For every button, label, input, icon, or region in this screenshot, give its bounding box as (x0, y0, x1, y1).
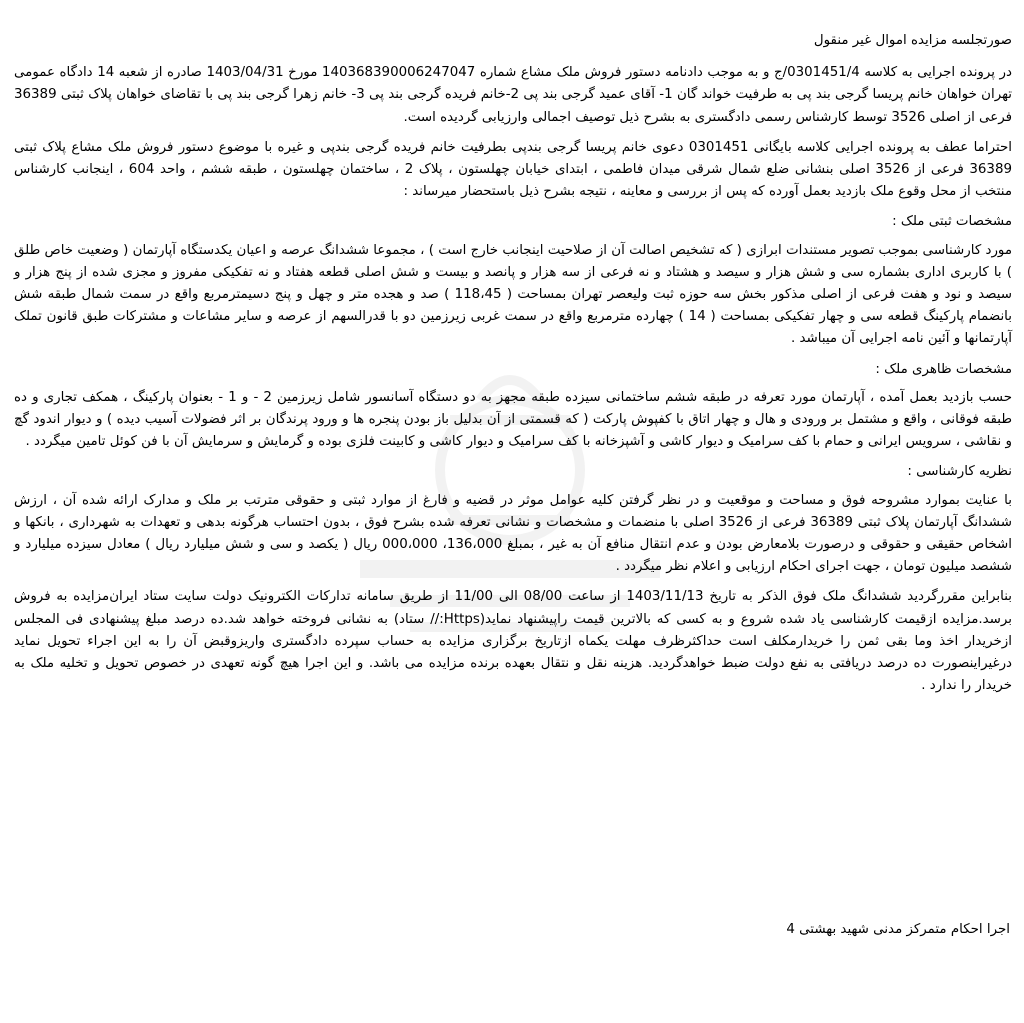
expert-paragraph: با عنایت بموارد مشروحه فوق و مساحت و موقعیت و در نظر گرفتن کلیه عوامل موثر در قضیه و فارغ از موارد ثبتی و حقوقی مترتب بر ملک و مدارک ارائه شده آن ، ارزش ششدانگ آپارتمان پلاک ثبتی 36389 فرعی از 3526 اصلی با منضمات و مشخصات و نشانی تعرفه شده بشرح فوق ، بدون احتساب هرگونه بدهی و تعهدات به شهرداری ، بانکها و اشخاص حقیقی و حقوقی و درصورت بلامعارض بودن و عدم انتقال منافع آن به غیر ، بمبلغ 136،000، 000،000 ریال ( یکصد و سی و شش میلیارد ریال ) معادل سیزده میلیارد و ششصد میلیون تومان ، جهت اجرای احکام ارزیابی و اعلام نظر میگردد . (14, 492, 1012, 575)
registry-paragraph: مورد کارشناسی بموجب تصویر مستندات ابرازی ( که تشخیص اصالت آن از صلاحیت اینجانب خارج است ) ، مجموعا ششدانگ عرصه و اعیان یکدستگاه آپارتمان ( وضعیت خاص طلق ) با کاربری اداری بشماره سی و شش هزار و سیصد و هشتاد و نه فرعی از سه هزار و پانصد و بیست و شش اصلی قطعه هفتاد و نه تفکیکی مفروز و مجزی شده از پنج هزار و سیصد و نود و هفت فرعی از اصلی مذکور بخش سه حوزه ثبت ولیعصر تهران بمساحت ( 118،45 ) صد و هجده متر و چهل و پنج دسیمترمربع واقع در سمت شمال طبقه شش بانضمام پارکینگ قطعه سی و چهار تفکیکی بمساحت ( 14 ) چهارده مترمربع واقع در سمت غربی زیرزمین دو با قدرالسهم از عرصه و سایر مشاعات و مشترکات طبق قانون تملک آپارتمانها و آئین نامه اجرایی آن میباشد . (14, 242, 1012, 347)
document-title: صورتجلسه مزایده اموال غیر منقول (813, 33, 1012, 48)
physical-paragraph: حسب بازدید بعمل آمده ، آپارتمان مورد تعرفه در طبقه ششم ساختمانی سیزده طبقه مجهز به دو دستگاه آسانسور شامل زیرزمین 2 - و 1 - بعنوان پارکینگ ، همکف تجاری و ده طبقه فوقانی ، واقع و مشتمل بر ورودی و هال و چهار اتاق با کفپوش پارکت ( که قسمتی از آن بدلیل باز بودن پنجره ها و ورود پرندگان بر اثر فضولات آسیب دیده ) و دیوار اندود گچ و نقاشی ، سرویس ایرانی و حمام با کف سرامیک و دیوار کاشی و آشپزخانه با کف سرامیک و دیوار کاشی و کابینت فلزی بوده و گرمایش و سرمایش آن با فن کوئل تامین میگردد . (14, 389, 1012, 450)
registry-heading: مشخصات ثبتی ملک : (892, 214, 1012, 230)
physical-heading: مشخصات ظاهری ملک : (875, 361, 1012, 377)
issuer-signature-line: اجرا احکام متمرکز مدنی شهید بهشتی 4 (786, 922, 1010, 937)
document-body (14, 30, 1012, 705)
respect-paragraph: احتراما عطف به پرونده اجرایی کلاسه بایگانی 0301451 دعوی خانم پریسا گرجی بندپی بطرفیت خانم فریده گرجی بندپی و غیره با موضوع دستور فروش ملک مشاع پلاک ثبتی 36389 فرعی از 3526 اصلی بنشانی ضلع شمال شرقی میدان فاطمی ، ابتدای خیابان چهلستون ، پلاک 2 ، ساختمان چهلستون ، طبقه ششم ، واحد 604 ، اینجانب کارشناس منتخب از محل وقوع ملک بازدید بعمل آورده که پس از بررسی و معاینه ، نتیجه بشرح ذیل باستحضار میرساند : (14, 139, 1012, 200)
case-intro-paragraph: در پرونده اجرایی به کلاسه 0301451/4/ج و به موجب دادنامه دستور فروش ملک مشاع شماره 140368390006247047 مورخ 1403/04/31 صادره از شعبه 14 دادگاه عمومی تهران خواهان خانم پریسا گرجی بند پی به طرفیت خواند گان 1- آقای عمید گرجی بند پی 2-خانم فریده گرجی بند پی 3- خانم زهرا گرجی بند پی با تقاضای خواهان پلاک ثبتی 36389 فرعی از اصلی 3526 توسط کارشناس رسمی دادگستری به بشرح ذیل توصیف اجمالی وارزیابی گردیده است. (14, 65, 1012, 125)
expert-heading: نظریه کارشناسی : (907, 464, 1012, 480)
auction-paragraph: بنابراین مقررگردید ششدانگ ملک فوق الذکر به تاریخ 1403/11/13 از ساعت 08/00 الی 11/00 از طریق سامانه تدارکات الکترونیک دولت سایت ستاد ایران‌مزایده به فروش برسد.مزایده ازقیمت کارشناسی یاد شده شروع و به کسی که بالاترین قیمت راپیشنهاد نماید(Https:// ستاد) به نشانی فروخته خواهد شد.ده درصد مبلغ پیشنهادی فی المجلس ازخریدار اخذ وما بقی ثمن را خریدارمکلف است حداکثرظرف مهلت یکماه ازتاریخ برگزاری مزایده به حساب سپرده دادگستری واریزوقبض آن را به این اجراء تحویل نماید درغیراینصورت ده درصد دریافتی به نفع دولت ضبط خواهدگردید. هزینه نقل و نتقال بعهده برنده مزایده می باشد. و این اجرا هیچ گونه تعهدی در خصوص تحویل و تخلیه ملک به خریدار را ندارد . (14, 589, 1012, 694)
